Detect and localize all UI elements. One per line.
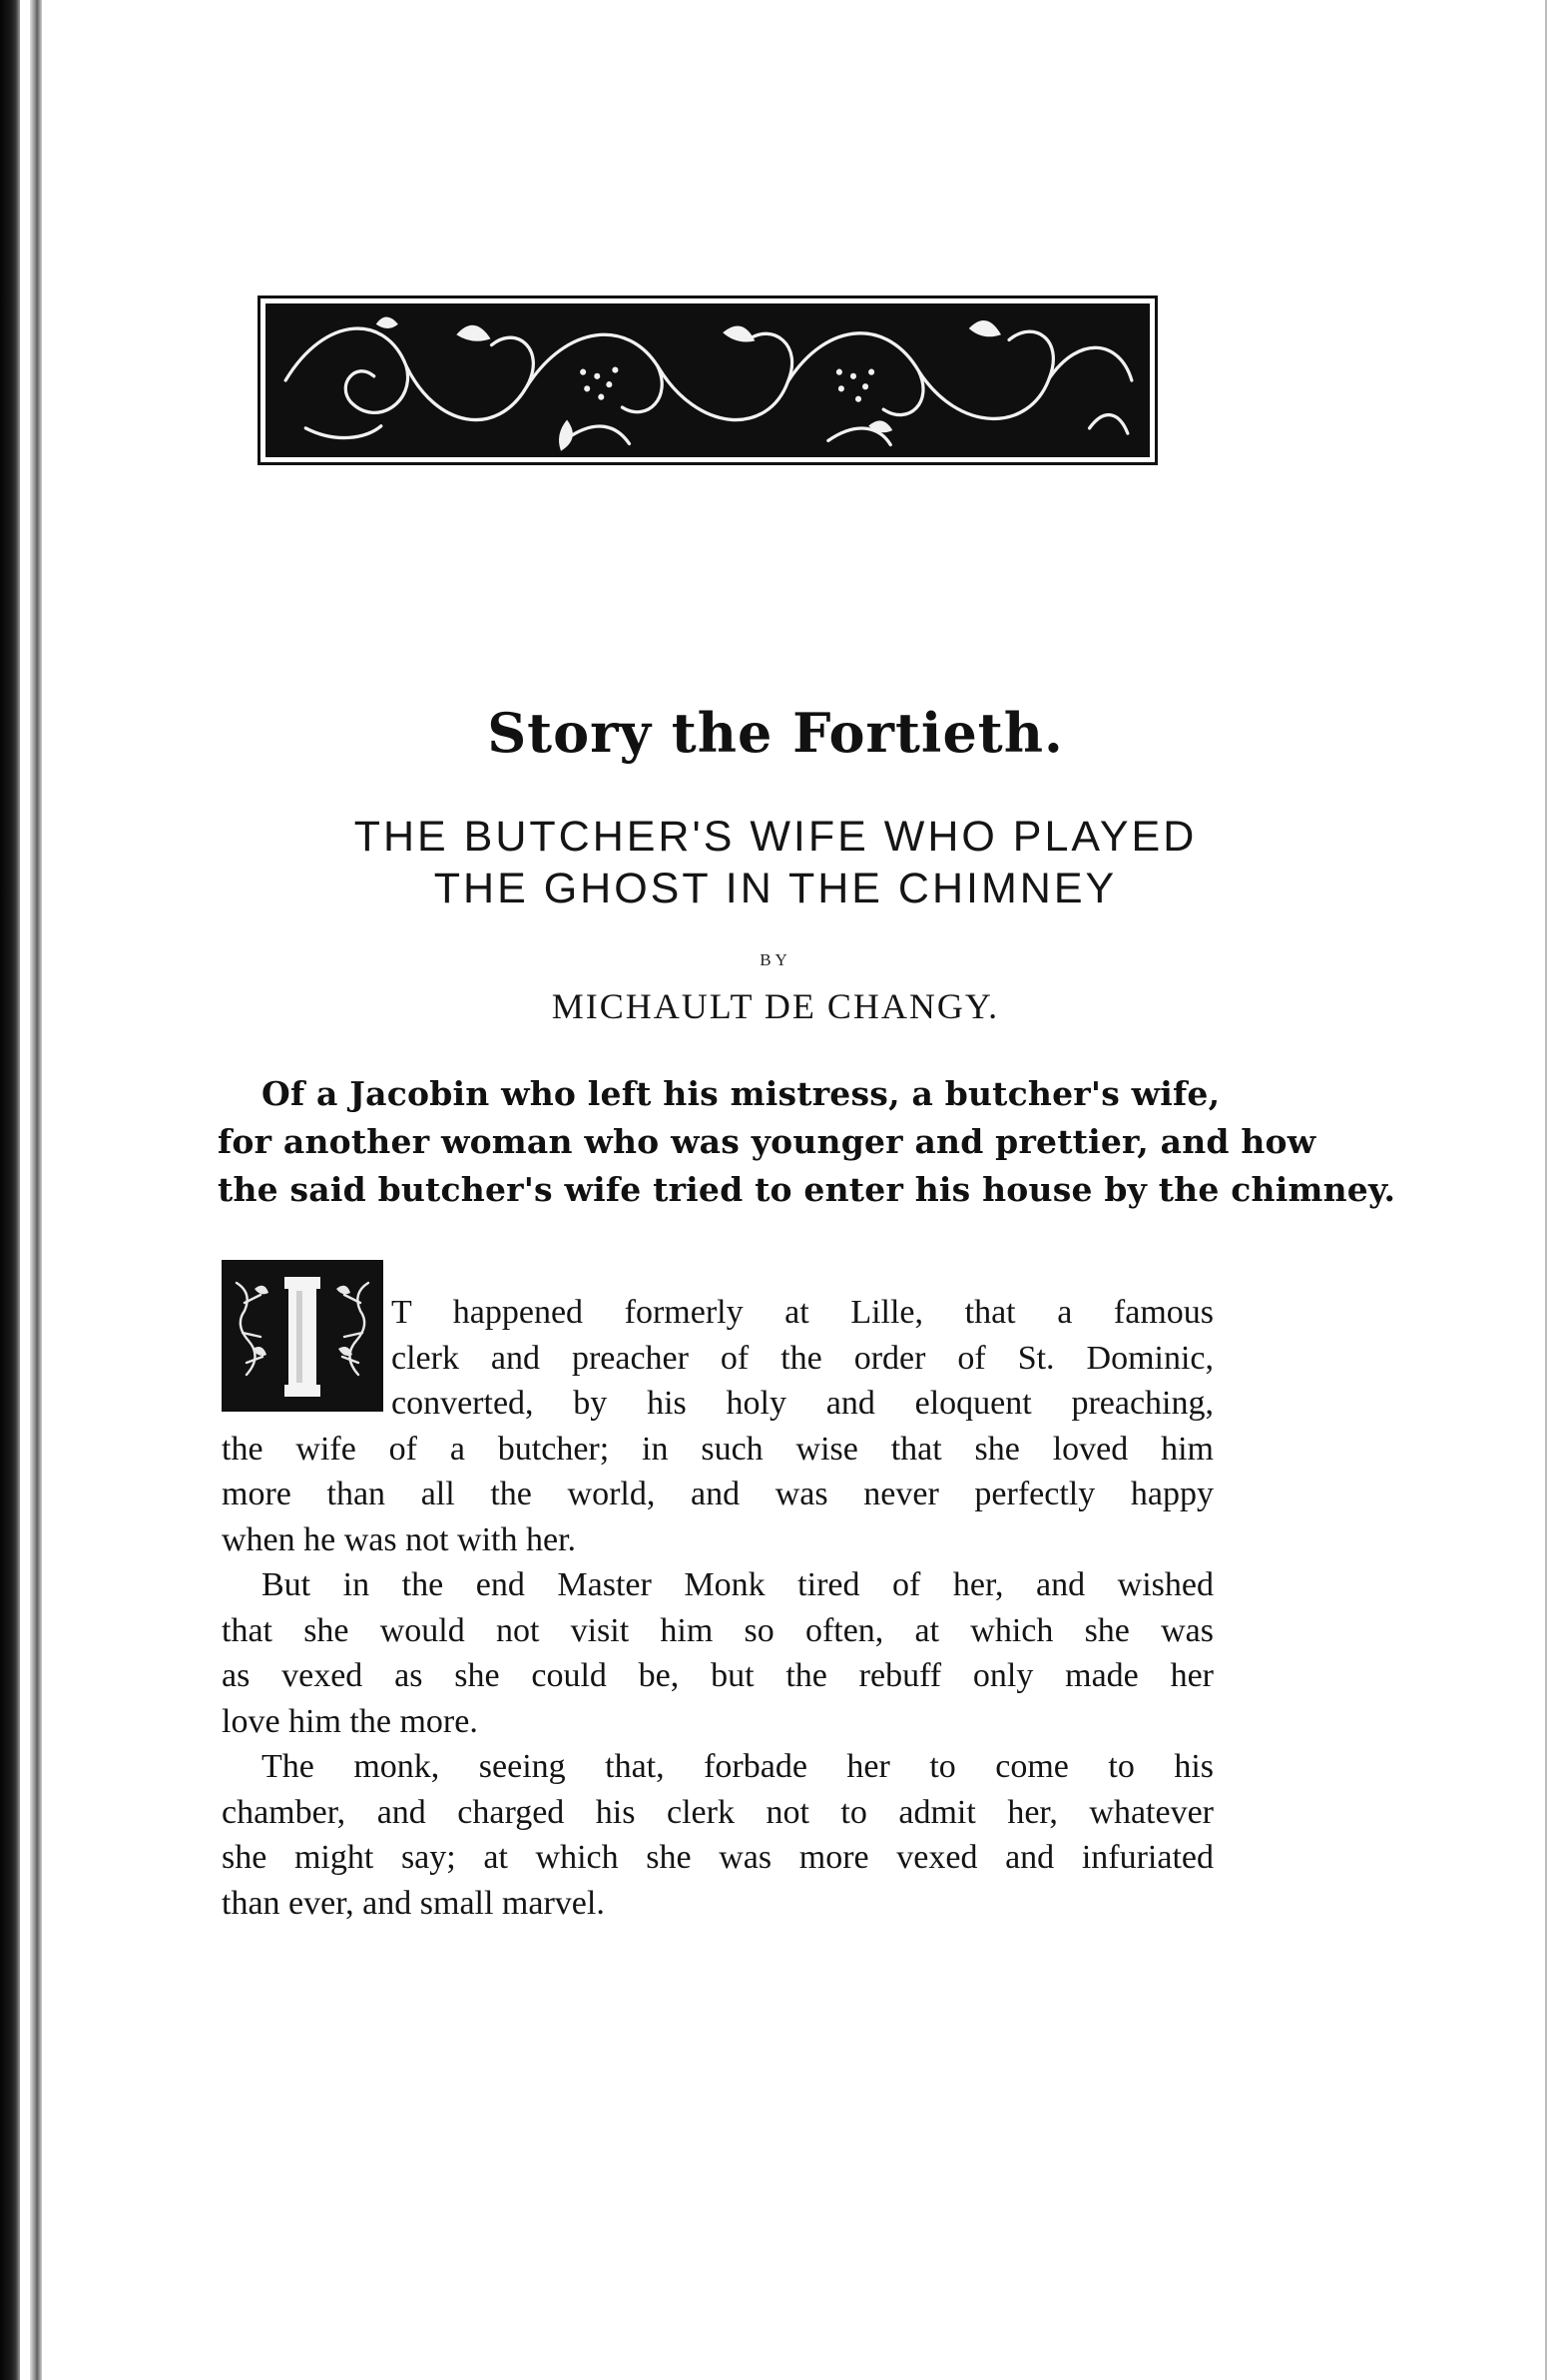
page-edge xyxy=(1545,0,1547,2380)
body-line: The monk, seeing that, forbade her to come to his xyxy=(261,1748,1214,1785)
summary-line: the said butcher's wife tried to enter his house by the chimney. xyxy=(218,1170,1396,1209)
body-line: when he was not with her. xyxy=(222,1520,577,1558)
title-line: THE GHOST IN THE CHIMNEY xyxy=(433,865,1118,912)
story-title xyxy=(0,811,1551,914)
body-line: clerk and preacher of the order of St. Dominic, xyxy=(391,1339,1214,1377)
ornamental-headpiece xyxy=(258,296,1158,465)
body-line: chamber, and charged his clerk not to admit her, whatever xyxy=(222,1793,1214,1831)
summary-line: for another woman who was younger and prettier, and how xyxy=(218,1122,1316,1161)
body-line: more than all the world, and was never perfectly happy xyxy=(222,1476,1214,1512)
title-line: THE BUTCHER'S WIFE WHO PLAYED xyxy=(353,813,1198,861)
book-gutter-shadow xyxy=(30,0,42,2380)
author-name: MICHAULT DE CHANGY. xyxy=(551,986,1000,1026)
body-line: she might say; at which she was more vexed and infuriated xyxy=(222,1839,1214,1876)
summary-line: Of a Jacobin who left his mistress, a butcher's wife, xyxy=(261,1074,1221,1113)
book-spine-shadow xyxy=(0,0,20,2380)
story-heading: Story the Fortieth. xyxy=(487,701,1064,765)
body-line: But in the end Master Monk tired of her, and wished xyxy=(261,1566,1214,1603)
body-line: that she would not visit him so often, at which she was xyxy=(222,1611,1214,1649)
body-line: T happened formerly at Lille, that a famous xyxy=(391,1294,1214,1331)
story-summary xyxy=(218,1070,1396,1214)
body-line: converted, by his holy and eloquent preaching, xyxy=(391,1385,1214,1422)
byline-label: BY xyxy=(760,950,791,969)
body-line: the wife of a butcher; in such wise that she loved him xyxy=(222,1430,1214,1468)
scrollwork-ornament-icon xyxy=(265,303,1150,457)
body-line: love him the more. xyxy=(222,1702,478,1740)
body-line: than ever, and small marvel. xyxy=(222,1884,605,1922)
story-body xyxy=(222,1290,1214,1926)
body-line: as vexed as she could be, but the rebuff only made her xyxy=(222,1657,1214,1694)
